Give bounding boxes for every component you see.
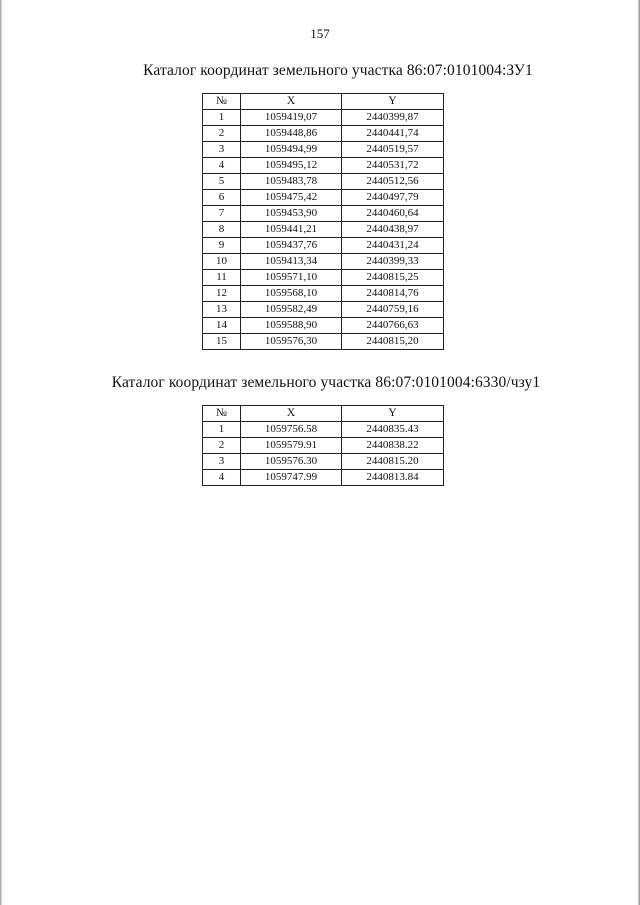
table-row [203, 254, 444, 270]
cell-x: 1059495,12 [241, 158, 342, 174]
cell-x: 1059413,34 [241, 254, 342, 270]
cell-x: 1059441,21 [241, 222, 342, 238]
table-row [203, 126, 444, 142]
table-row [203, 238, 444, 254]
cell-y: 2440497,79 [342, 190, 444, 206]
cell-x: 1059579.91 [241, 438, 342, 454]
table-row [203, 174, 444, 190]
cell-y: 2440813.84 [342, 470, 444, 486]
cell-y: 2440838.22 [342, 438, 444, 454]
cell-x: 1059448,86 [241, 126, 342, 142]
cell-y: 2440814,76 [342, 286, 444, 302]
catalog-title-2: Каталог координат земельного участка 86:07:0101004:6330/чзу1 [111, 374, 541, 391]
table-row [203, 206, 444, 222]
cell-number: 15 [203, 334, 241, 350]
cell-number: 13 [203, 302, 241, 318]
cell-x: 1059437,76 [241, 238, 342, 254]
table-row [203, 286, 444, 302]
table-body-2 [203, 422, 444, 486]
cell-x: 1059747.99 [241, 470, 342, 486]
table-row [203, 438, 444, 454]
cell-x: 1059582,49 [241, 302, 342, 318]
cell-number: 5 [203, 174, 241, 190]
cell-y: 2440815.20 [342, 454, 444, 470]
table-header-row [203, 94, 444, 110]
table-row [203, 422, 444, 438]
cell-y: 2440766,63 [342, 318, 444, 334]
table-row [203, 470, 444, 486]
cell-y: 2440441,74 [342, 126, 444, 142]
cell-number: 6 [203, 190, 241, 206]
table-row [203, 158, 444, 174]
header-number: № [203, 94, 241, 110]
catalog-title-1: Каталог координат земельного участка 86:07:0101004:ЗУ1 [143, 62, 533, 79]
cell-x: 1059494,99 [241, 142, 342, 158]
cell-y: 2440460,64 [342, 206, 444, 222]
cell-number: 1 [203, 422, 241, 438]
cell-x: 1059571,10 [241, 270, 342, 286]
coordinates-table-2 [202, 405, 444, 486]
header-y: Y [342, 406, 444, 422]
cell-number: 3 [203, 454, 241, 470]
cell-number: 2 [203, 126, 241, 142]
cell-number: 9 [203, 238, 241, 254]
cell-y: 2440815,20 [342, 334, 444, 350]
cell-number: 4 [203, 158, 241, 174]
cell-x: 1059453,90 [241, 206, 342, 222]
cell-number: 7 [203, 206, 241, 222]
cell-y: 2440431,24 [342, 238, 444, 254]
cell-number: 3 [203, 142, 241, 158]
cell-y: 2440759,16 [342, 302, 444, 318]
table-body-1 [203, 110, 444, 350]
cell-number: 10 [203, 254, 241, 270]
cell-number: 8 [203, 222, 241, 238]
coordinates-table-1 [202, 93, 444, 350]
cell-y: 2440438,97 [342, 222, 444, 238]
cell-x: 1059588,90 [241, 318, 342, 334]
cell-y: 2440512,56 [342, 174, 444, 190]
table-row [203, 190, 444, 206]
cell-x: 1059576.30 [241, 454, 342, 470]
table-row [203, 454, 444, 470]
table-row [203, 142, 444, 158]
cell-y: 2440531,72 [342, 158, 444, 174]
cell-x: 1059756.58 [241, 422, 342, 438]
cell-y: 2440399,33 [342, 254, 444, 270]
header-x: X [241, 406, 342, 422]
cell-x: 1059576,30 [241, 334, 342, 350]
cell-x: 1059475,42 [241, 190, 342, 206]
table-row [203, 270, 444, 286]
header-number: № [203, 406, 241, 422]
cell-number: 1 [203, 110, 241, 126]
cell-number: 11 [203, 270, 241, 286]
scan-edge-left [0, 0, 3, 905]
table-row [203, 318, 444, 334]
table-row [203, 334, 444, 350]
cell-number: 4 [203, 470, 241, 486]
cell-x: 1059419,07 [241, 110, 342, 126]
header-y: Y [342, 94, 444, 110]
cell-y: 2440835.43 [342, 422, 444, 438]
cell-y: 2440815,25 [342, 270, 444, 286]
cell-number: 12 [203, 286, 241, 302]
cell-number: 2 [203, 438, 241, 454]
page-number: 157 [310, 26, 330, 41]
cell-y: 2440519,57 [342, 142, 444, 158]
cell-number: 14 [203, 318, 241, 334]
table-row [203, 110, 444, 126]
cell-y: 2440399,87 [342, 110, 444, 126]
cell-x: 1059483,78 [241, 174, 342, 190]
header-x: X [241, 94, 342, 110]
table-header-row [203, 406, 444, 422]
cell-x: 1059568,10 [241, 286, 342, 302]
table-row [203, 222, 444, 238]
table-row [203, 302, 444, 318]
